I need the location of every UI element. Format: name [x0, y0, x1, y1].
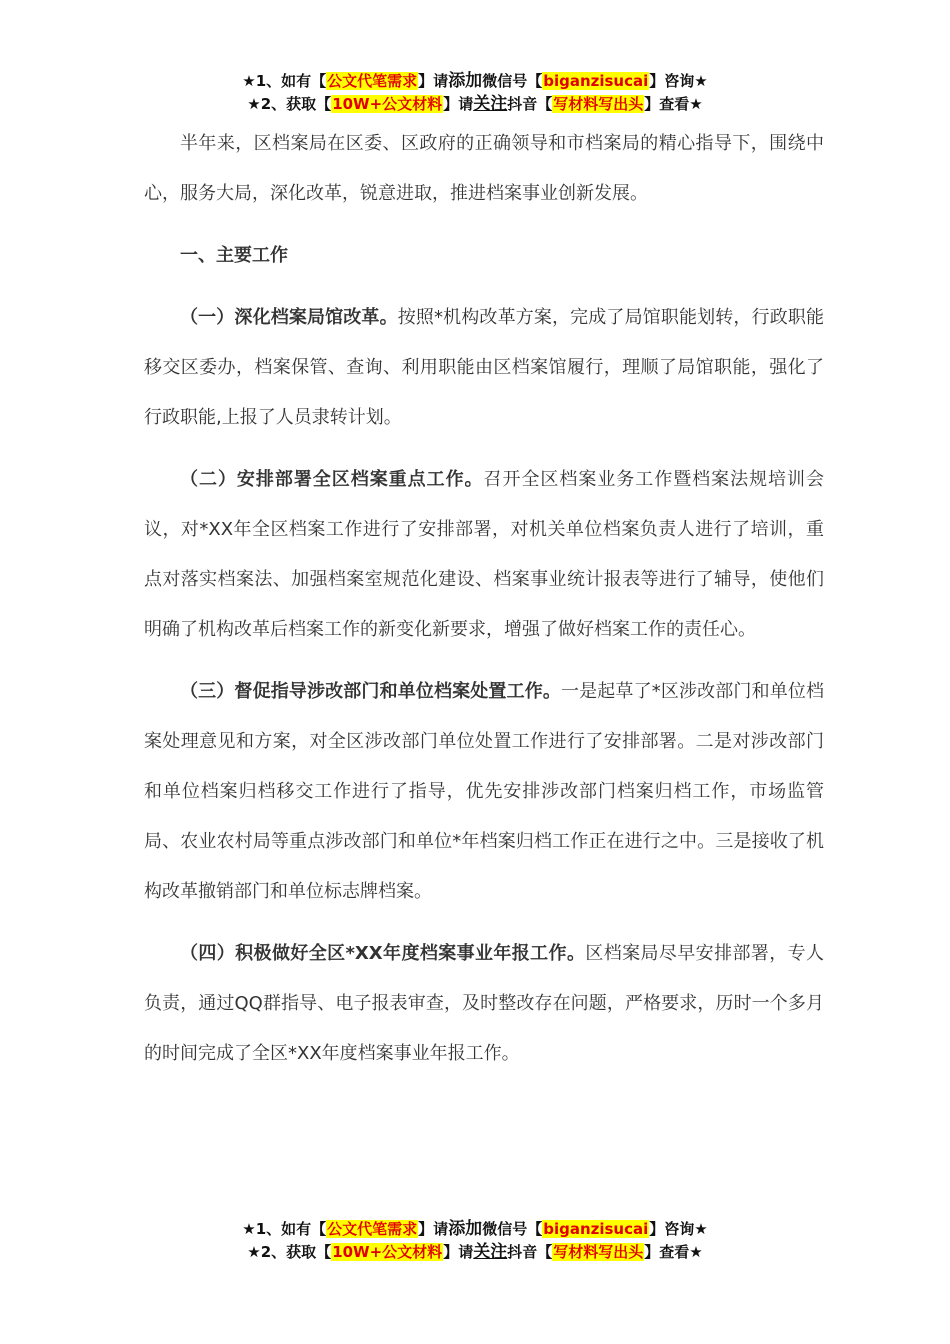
paragraph-gap	[144, 219, 824, 231]
work-item-title: （三）督促指导涉改部门和单位档案处置工作。	[180, 681, 561, 702]
paragraph-gap	[144, 655, 824, 667]
promo-highlight: 写材料写出头	[553, 95, 644, 113]
document-body	[144, 119, 824, 1079]
promo-text: 】请	[443, 1243, 474, 1261]
work-item-paragraph	[144, 455, 824, 655]
work-item-title: （二）安排部署全区档案重点工作。	[180, 469, 484, 490]
promo-emphasis: 添加	[448, 71, 483, 91]
paragraph-gap	[144, 443, 824, 455]
promo-line-2	[0, 1241, 950, 1264]
promo-text: ★1、如有【	[242, 1220, 327, 1238]
promo-highlight: 10W+公文材料	[332, 95, 443, 113]
work-item-body: 召开全区档案业务工作暨档案法规培训会议，对*XX年全区档案工作进行了安排部署，对机关单位档案负责人进行了培训，重点对落实档案法、加强档案室规范化建设、档案事业统计报表等进行了辅导，使他们明确了机构改革后档案工作的新变化新要求，增强了做好档案工作的责任心。	[144, 469, 824, 640]
promo-highlight: 写材料写出头	[553, 1243, 644, 1261]
paragraph-gap	[144, 281, 824, 293]
promo-banner-top	[0, 70, 950, 116]
work-item-body: 一是起草了*区涉改部门和单位档案处理意见和方案，对全区涉改部门单位处置工作进行了安排部署。二是对涉改部门和单位档案归档移交工作进行了指导，优先安排涉改部门档案归档工作，市场监管局、农业农村局等重点涉改部门和单位*年档案归档工作正在进行之中。三是接收了机构改革撤销部门和单位标志牌档案。	[144, 681, 824, 902]
promo-text: 抖音【	[507, 95, 553, 113]
work-item-body: 按照*机构改革方案，完成了局馆职能划转，行政职能移交区委办，档案保管、查询、利用职能由区档案馆履行，理顺了局馆职能，强化了行政职能,上报了人员隶转计划。	[144, 307, 825, 428]
promo-text: 微信号【	[482, 1220, 543, 1238]
promo-text: 】咨询★	[649, 1220, 708, 1238]
work-item-paragraph	[144, 293, 824, 443]
promo-text: ★2、获取【	[247, 95, 332, 113]
work-item-title: （四）积极做好全区*XX年度档案事业年报工作。	[180, 943, 586, 964]
promo-highlight: 公文代笔需求	[327, 72, 418, 90]
promo-line-1	[0, 1218, 950, 1241]
promo-highlight: 10W+公文材料	[332, 1243, 443, 1261]
promo-highlight: biganzisucai	[543, 72, 649, 90]
paragraph-gap	[144, 917, 824, 929]
section-heading: 一、主要工作	[180, 245, 288, 266]
promo-text: 】咨询★	[649, 72, 708, 90]
promo-banner-bottom	[0, 1218, 950, 1264]
work-item-title: （一）深化档案局馆改革。	[180, 307, 398, 328]
promo-highlight: biganzisucai	[543, 1220, 649, 1238]
promo-line-2	[0, 93, 950, 116]
promo-text: ★1、如有【	[242, 72, 327, 90]
promo-text: 】请	[418, 1220, 449, 1238]
promo-emphasis: 关注	[473, 94, 508, 114]
promo-line-1	[0, 70, 950, 93]
promo-text: 抖音【	[507, 1243, 553, 1261]
promo-highlight: 公文代笔需求	[327, 1220, 418, 1238]
intro-paragraph: 半年来，区档案局在区委、区政府的正确领导和市档案局的精心指导下，围绕中心，服务大局，深化改革，锐意进取，推进档案事业创新发展。	[144, 133, 824, 204]
promo-emphasis: 关注	[473, 1242, 508, 1262]
work-item-paragraph	[144, 929, 824, 1079]
work-item-body: 区档案局尽早安排部署，专人负责，通过QQ群指导、电子报表审查，及时整改存在问题，严格要求，历时一个多月的时间完成了全区*XX年度档案事业年报工作。	[144, 943, 825, 1064]
promo-emphasis: 添加	[448, 1219, 483, 1239]
promo-text: 】请	[443, 95, 474, 113]
promo-text: ★2、获取【	[247, 1243, 332, 1261]
promo-text: 】查看★	[644, 1243, 703, 1261]
promo-text: 】查看★	[644, 95, 703, 113]
work-item-paragraph	[144, 667, 824, 917]
promo-text: 微信号【	[482, 72, 543, 90]
promo-text: 】请	[418, 72, 449, 90]
